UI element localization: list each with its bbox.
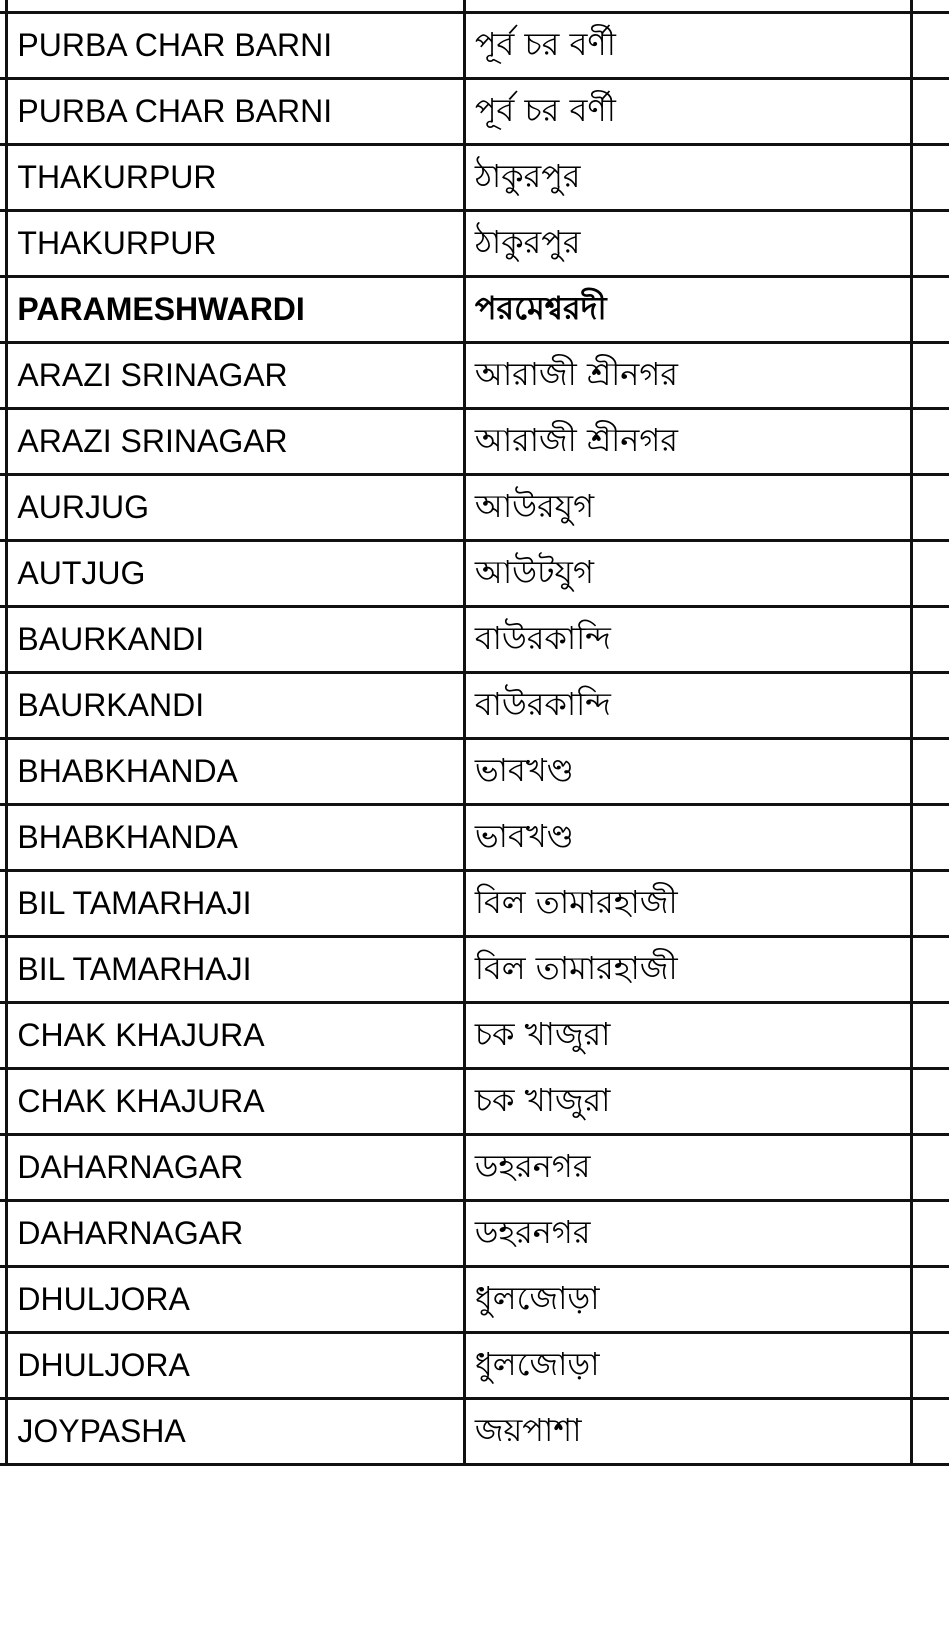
english-name-cell: BHABKHANDA <box>7 739 464 805</box>
table-right-stub <box>911 1201 949 1267</box>
english-name-cell: BIL TAMARHAJI <box>7 871 464 937</box>
english-name-cell: DHULJORA <box>7 1267 464 1333</box>
english-name-cell: PARAMESHWARDI <box>7 277 464 343</box>
bengali-name-cell: ডহরনগর <box>464 1201 911 1267</box>
table-row <box>0 277 949 343</box>
english-name-cell: ARAZI SRINAGAR <box>7 343 464 409</box>
english-name-cell: AURJUG <box>7 475 464 541</box>
bengali-name-cell: পূর্ব চর বর্ণী <box>464 13 911 79</box>
table-right-stub <box>911 1069 949 1135</box>
table-row <box>0 739 949 805</box>
bengali-name-cell: আরাজী শ্রীনগর <box>464 409 911 475</box>
table-left-stub <box>0 1399 7 1465</box>
table-right-stub <box>911 145 949 211</box>
english-name-cell: DHULJORA <box>7 1333 464 1399</box>
english-name-cell: THAKURPUR <box>7 145 464 211</box>
bengali-name-cell: বাউরকান্দি <box>464 607 911 673</box>
table-right-stub <box>911 211 949 277</box>
table-left-stub <box>0 409 7 475</box>
table-left-stub <box>0 739 7 805</box>
table-right-stub <box>911 1135 949 1201</box>
table-left-stub <box>0 277 7 343</box>
table-right-stub <box>911 871 949 937</box>
english-name-cell: BAURKANDI <box>7 673 464 739</box>
bengali-name-cell: চক খাজুরা <box>464 1003 911 1069</box>
table-right-stub <box>911 0 949 13</box>
bengali-name-cell: পূর্ব চর বর্ণী <box>464 79 911 145</box>
english-name-cell: DAHARNAGAR <box>7 1201 464 1267</box>
table-row <box>0 1135 949 1201</box>
table-row <box>0 1003 949 1069</box>
table-row <box>0 13 949 79</box>
table-row <box>0 409 949 475</box>
table-right-stub <box>911 277 949 343</box>
bengali-name-cell: জয়পাশা <box>464 1399 911 1465</box>
english-name-cell: PURBA CHAR BARNI <box>7 13 464 79</box>
table-row <box>0 805 949 871</box>
table-right-stub <box>911 607 949 673</box>
table-left-stub <box>0 1333 7 1399</box>
table-left-stub <box>0 0 7 13</box>
table-row <box>0 1201 949 1267</box>
bengali-name-cell: ভাবখণ্ড <box>464 739 911 805</box>
table-right-stub <box>911 541 949 607</box>
table-right-stub <box>911 1267 949 1333</box>
table-right-stub <box>911 475 949 541</box>
english-name-cell: JOYPASHA <box>7 1399 464 1465</box>
bengali-name-cell: ডহরনগর <box>464 1135 911 1201</box>
table-row <box>0 607 949 673</box>
bengali-name-cell: বাউরকান্দি <box>464 673 911 739</box>
table-left-stub <box>0 1069 7 1135</box>
table-row <box>0 1069 949 1135</box>
table-row <box>0 1267 949 1333</box>
english-name-cell: THAKURPUR <box>7 211 464 277</box>
table-left-stub <box>0 1267 7 1333</box>
english-name-cell: CHAK KHAJURA <box>7 1003 464 1069</box>
bengali-name-cell: আরাজী শ্রীনগর <box>464 343 911 409</box>
table-row <box>0 1333 949 1399</box>
table-row <box>0 871 949 937</box>
table-left-stub <box>0 805 7 871</box>
english-name-cell <box>7 0 464 13</box>
english-name-cell: BHABKHANDA <box>7 805 464 871</box>
table-right-stub <box>911 739 949 805</box>
english-name-cell: PURBA CHAR BARNI <box>7 79 464 145</box>
table-right-stub <box>911 1399 949 1465</box>
table-row <box>0 937 949 1003</box>
table-right-stub <box>911 343 949 409</box>
table-row <box>0 211 949 277</box>
english-name-cell: AUTJUG <box>7 541 464 607</box>
bengali-name-cell: ধুলজোড়া <box>464 1333 911 1399</box>
table-right-stub <box>911 673 949 739</box>
table-left-stub <box>0 13 7 79</box>
table-right-stub <box>911 1333 949 1399</box>
table-right-stub <box>911 79 949 145</box>
table-left-stub <box>0 1201 7 1267</box>
table-row-clipped-top <box>0 0 949 13</box>
english-name-cell: CHAK KHAJURA <box>7 1069 464 1135</box>
bengali-name-cell: আউটযুগ <box>464 541 911 607</box>
table-right-stub <box>911 937 949 1003</box>
english-name-cell: ARAZI SRINAGAR <box>7 409 464 475</box>
table-left-stub <box>0 343 7 409</box>
english-name-cell: DAHARNAGAR <box>7 1135 464 1201</box>
table-row <box>0 1399 949 1465</box>
table-right-stub <box>911 805 949 871</box>
bengali-name-cell: পরমেশ্বরদী <box>464 277 911 343</box>
table-left-stub <box>0 1003 7 1069</box>
bengali-name-cell: ঠাকুরপুর <box>464 145 911 211</box>
table-left-stub <box>0 673 7 739</box>
table-left-stub <box>0 475 7 541</box>
table-right-stub <box>911 13 949 79</box>
table-left-stub <box>0 211 7 277</box>
bengali-name-cell: ধুলজোড়া <box>464 1267 911 1333</box>
table-row <box>0 145 949 211</box>
bengali-name-cell: বিল তামারহাজী <box>464 937 911 1003</box>
table-right-stub <box>911 1003 949 1069</box>
english-name-cell: BAURKANDI <box>7 607 464 673</box>
bengali-name-cell: চক খাজুরা <box>464 1069 911 1135</box>
table-left-stub <box>0 871 7 937</box>
bengali-name-cell: ঠাকুরপুর <box>464 211 911 277</box>
table-row <box>0 673 949 739</box>
table-row <box>0 475 949 541</box>
english-name-cell: BIL TAMARHAJI <box>7 937 464 1003</box>
table-left-stub <box>0 79 7 145</box>
table-right-stub <box>911 409 949 475</box>
table-row <box>0 541 949 607</box>
table-left-stub <box>0 607 7 673</box>
bengali-name-cell: আউরযুগ <box>464 475 911 541</box>
bengali-name-cell <box>464 0 911 13</box>
bengali-name-cell: ভাবখণ্ড <box>464 805 911 871</box>
table-row <box>0 79 949 145</box>
table-row <box>0 343 949 409</box>
table-left-stub <box>0 1135 7 1201</box>
table-left-stub <box>0 937 7 1003</box>
table-left-stub <box>0 145 7 211</box>
table-left-stub <box>0 541 7 607</box>
bengali-name-cell: বিল তামারহাজী <box>464 871 911 937</box>
